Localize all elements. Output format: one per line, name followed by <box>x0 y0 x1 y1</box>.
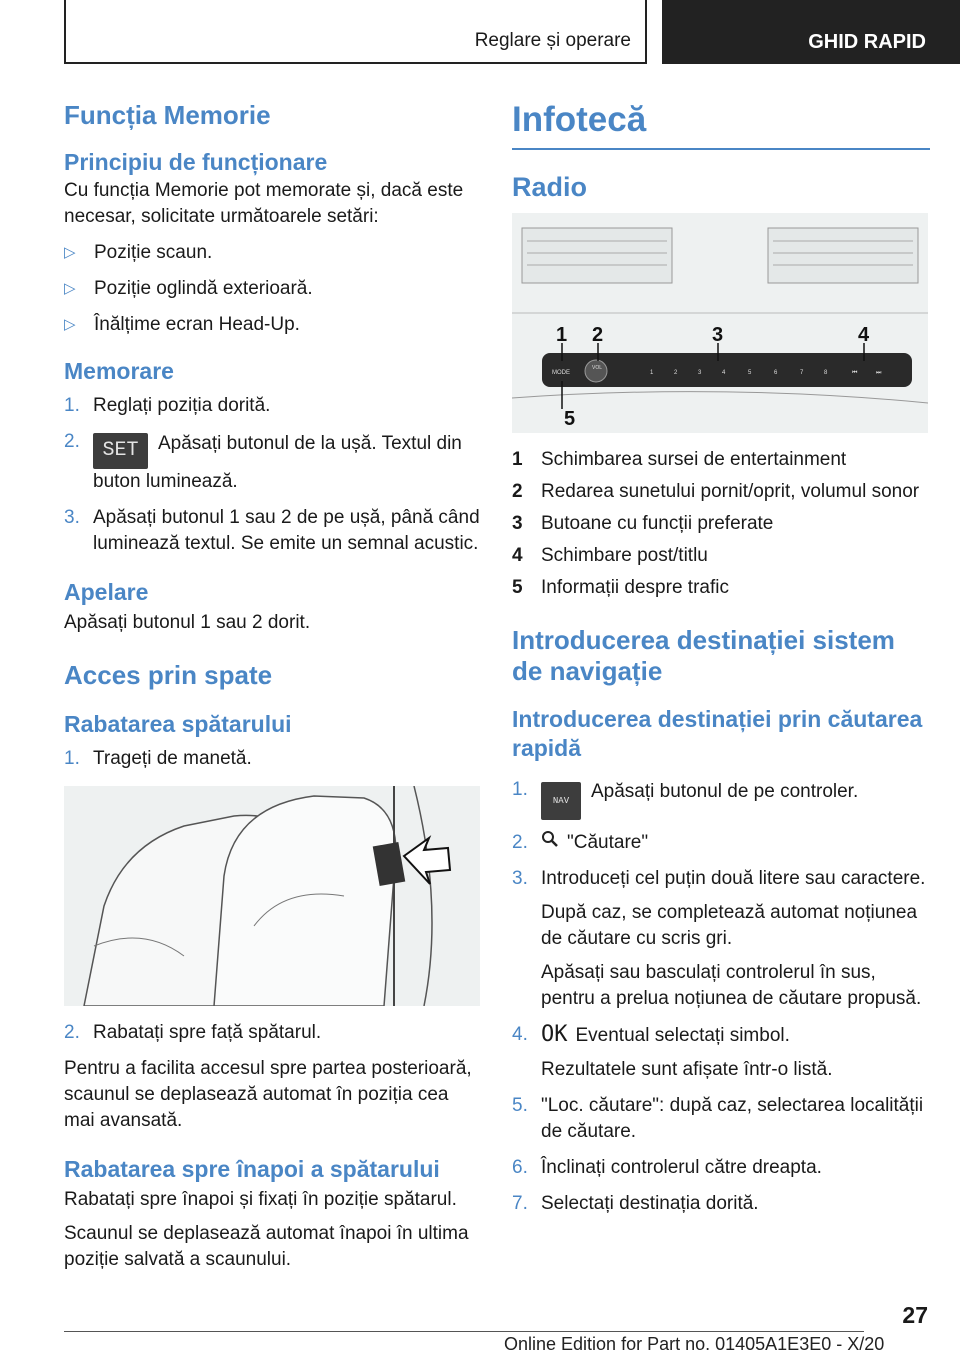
list-item: ▷ Poziție scaun. <box>64 240 480 266</box>
preset-label: 6 <box>774 370 778 376</box>
nav-button-icon: NAV <box>541 782 581 820</box>
memory-bullets <box>64 240 480 338</box>
nav-steps <box>512 777 930 1217</box>
principle-text: Cu funcția Memorie pot memorate și, dacă este necesar, solicitate următoarele setări: <box>64 180 464 227</box>
set-button-icon: SET <box>93 433 148 469</box>
principle-heading: Principiu de funcționare <box>64 149 328 175</box>
list-item: 2. "Căutare" <box>512 830 930 856</box>
legend-row: 2 Redarea sunetului pornit/oprit, volumul sonor <box>512 481 920 502</box>
preset-label: 1 <box>650 370 654 376</box>
footer-edition: Online Edition for Part no. 01405A1E3E0 - X/20 <box>504 1334 885 1354</box>
list-item: 6. Înclinați controlerul către dreapta. <box>512 1157 822 1178</box>
legend-row: 4 Schimbare post/titlu <box>512 545 708 566</box>
preset-label: 4 <box>722 370 726 376</box>
preset-label: 3 <box>698 370 702 376</box>
triangle-bullet-icon: ▷ <box>64 280 76 297</box>
preset-label: 7 <box>800 370 804 376</box>
list-item: 2. SET Apăsați butonul de la ușă. Textul din buton luminează. <box>64 431 462 492</box>
store-steps <box>64 393 480 557</box>
list-item: 1. NAV Apăsați butonul de pe controler. <box>512 777 930 820</box>
list-item: ▷ Poziție oglindă exterioară. <box>64 276 480 302</box>
callout-label: 4 <box>858 324 870 346</box>
radio-legend <box>512 447 930 601</box>
triangle-bullet-icon: ▷ <box>64 316 76 333</box>
page-number: 27 <box>902 1302 928 1328</box>
list-item: ▷ Înălțime ecran Head-Up. <box>64 312 480 338</box>
infotainment-title: Infotecă <box>512 100 647 139</box>
callout-label: 5 <box>564 408 576 430</box>
footer-divider <box>64 1331 864 1332</box>
preset-label: 2 <box>674 370 678 376</box>
svg-text:⏮: ⏮ <box>852 370 858 376</box>
list-item: 2. Rabatați spre față spătarul. <box>64 1022 322 1043</box>
callout-label: 2 <box>592 324 604 346</box>
nav-heading: Introducerea destinației sistem de navigație <box>512 625 895 686</box>
right-column <box>512 100 930 1227</box>
list-item: 5. "Loc. căutare": după caz, selectarea localității de căutare. <box>512 1095 924 1142</box>
list-item: 1. Trageți de manetă. <box>64 748 252 769</box>
memory-title: Funcția Memorie <box>64 100 271 130</box>
rear-access-heading: Acces prin spate <box>64 660 273 690</box>
legend-row: 1 Schimbarea sursei de entertainment <box>512 449 847 470</box>
list-item: 1. Reglați poziția dorită. <box>64 395 271 416</box>
preset-label: 5 <box>748 370 752 376</box>
list-item: 3. Apăsați butonul 1 sau 2 de pe ușă, până când luminează textul. Se emite un semnal acustic. <box>64 507 480 554</box>
legend-row: 3 Butoane cu funcții preferate <box>512 513 774 534</box>
fold-steps <box>64 746 480 772</box>
triangle-bullet-icon: ▷ <box>64 244 76 261</box>
left-column <box>64 100 480 1273</box>
header-section-box <box>64 0 647 64</box>
fold-steps-continued <box>64 1020 480 1046</box>
fold-heading: Rabatarea spătarului <box>64 711 292 737</box>
callout-label: 3 <box>712 324 724 346</box>
store-heading: Memorare <box>64 358 174 384</box>
list-item: 7. Selectați destinația dorită. <box>512 1193 759 1214</box>
search-icon <box>541 830 561 856</box>
list-item: 4. OK Eventual selectați simbol. Rezultatele sunt afișate într-o listă. <box>512 1022 833 1080</box>
legend-row: 5 Informații despre trafic <box>512 577 729 598</box>
preset-label: 8 <box>824 370 828 376</box>
unfold-text-2: Scaunul se deplasează automat înapoi în ultima poziție salvată a scaunului. <box>64 1223 469 1270</box>
call-text: Apăsați butonul 1 sau 2 dorit. <box>64 612 311 633</box>
header-section-title: Reglare și operare <box>474 30 631 51</box>
mode-label: MODE <box>552 370 570 376</box>
svg-text:⏭: ⏭ <box>876 370 882 376</box>
radio-panel-illustration <box>512 213 928 433</box>
infotainment-heading-block <box>512 100 930 150</box>
vol-label: VOL <box>592 365 603 371</box>
radio-heading: Radio <box>512 172 588 202</box>
header-tab-label: GHID RAPID <box>808 31 926 53</box>
ok-icon: OK <box>541 1022 568 1047</box>
seat-illustration <box>64 786 480 1006</box>
unfold-heading: Rabatarea spre înapoi a spătarului <box>64 1156 440 1182</box>
quick-search-heading: Introducerea destinației prin căutarea rapidă <box>512 706 923 761</box>
call-heading: Apelare <box>64 579 149 605</box>
fold-text: Pentru a facilita accesul spre partea posterioară, scaunul se deplasează automat în poziția cea mai avansată. <box>64 1058 472 1131</box>
list-item: 3. Introduceți cel puțin două litere sau caractere. După caz, se completează automat noțiunea de căutare cu scris gri. Apăsați sau basculați controlerul în sus, pentru a prelua noțiunea de căutare propusă. <box>512 868 926 1009</box>
callout-label: 1 <box>556 324 568 346</box>
header-tab <box>662 0 960 64</box>
unfold-text-1: Rabatați spre înapoi și fixați în poziție spătarul. <box>64 1189 457 1210</box>
